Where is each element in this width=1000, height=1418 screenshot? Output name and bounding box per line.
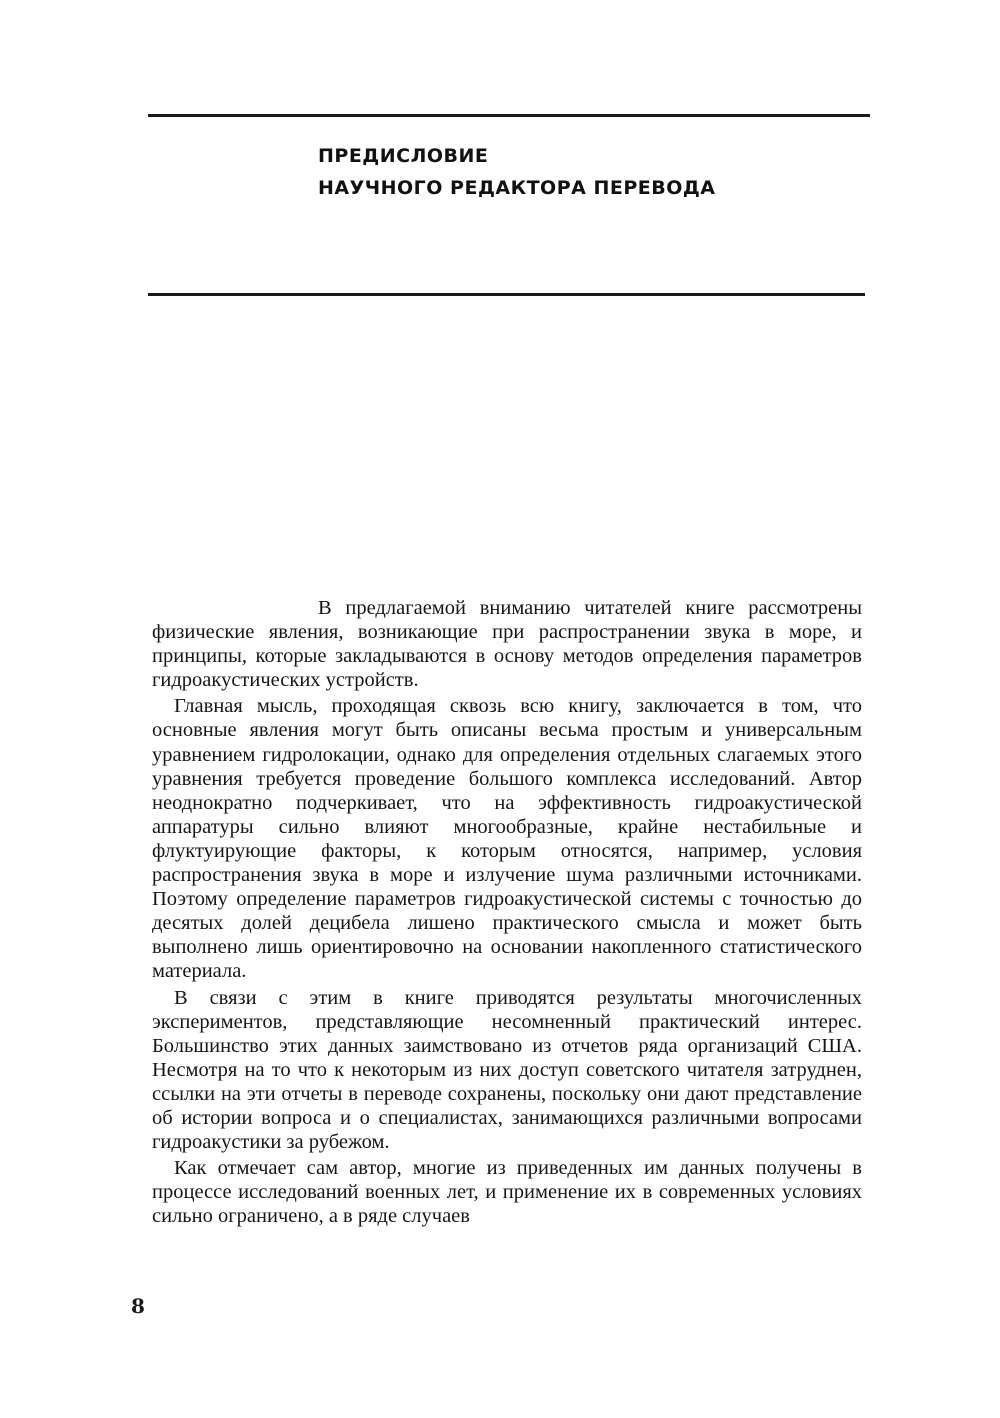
heading-line-1: ПРЕДИСЛОВИЕ — [318, 145, 489, 167]
paragraph-4: Как отмечает сам автор, многие из приведенных им данных получены в процессе исследований военных лет, и применение их в современных условиях сильно ограничено, а в ряде случаев — [152, 1157, 862, 1228]
paragraph-2: Главная мысль, проходящая сквозь всю книгу, заключается в том, что основные явления могут быть описаны весьма простым и универсальным уравнением гидролокации, однако для определения отдельных слагаемых этого уравнения требуется проведение большого комплекса исследований. Автор неоднократно подчеркивает, что на эффективность гидроакустической аппаратуры сильно влияют многообразные, крайне нестабильные и флуктуирующие факторы, к которым относятся, например, условия распространения звука в море и излучение шума различными источниками. Поэтому определение параметров гидроакустической системы с точностью до десятых долей децибела лишено практического смысла и может быть выполнено лишь ориентировочно на основании накопленного статистического материала. — [152, 695, 862, 983]
chapter-heading — [318, 140, 716, 204]
body-text — [152, 596, 862, 1230]
page-number: 8 — [131, 1294, 145, 1318]
bottom-rule — [148, 293, 865, 296]
paragraph-1: В предлагаемой вниманию читателей книге рассмотрены физические явления, возникающие при распространении звука в море, и принципы, которые закладываются в основу методов определения параметров гидроакустических устройств. — [152, 597, 862, 692]
heading-line-2: НАУЧНОГО РЕДАКТОРА ПЕРЕВОДА — [318, 177, 716, 199]
top-rule — [148, 114, 870, 117]
paragraph-3: В связи с этим в книге приводятся результаты многочисленных экспериментов, представляющие несомненный практический интерес. Большинство этих данных заимствовано из отчетов ряда организаций США. Несмотря на то что к некоторым из них доступ советского читателя затруднен, ссылки на эти отчеты в переводе сохранены, поскольку они дают представление об истории вопроса и о специалистах, занимающихся различными вопросами гидроакустики за рубежом. — [152, 986, 862, 1154]
